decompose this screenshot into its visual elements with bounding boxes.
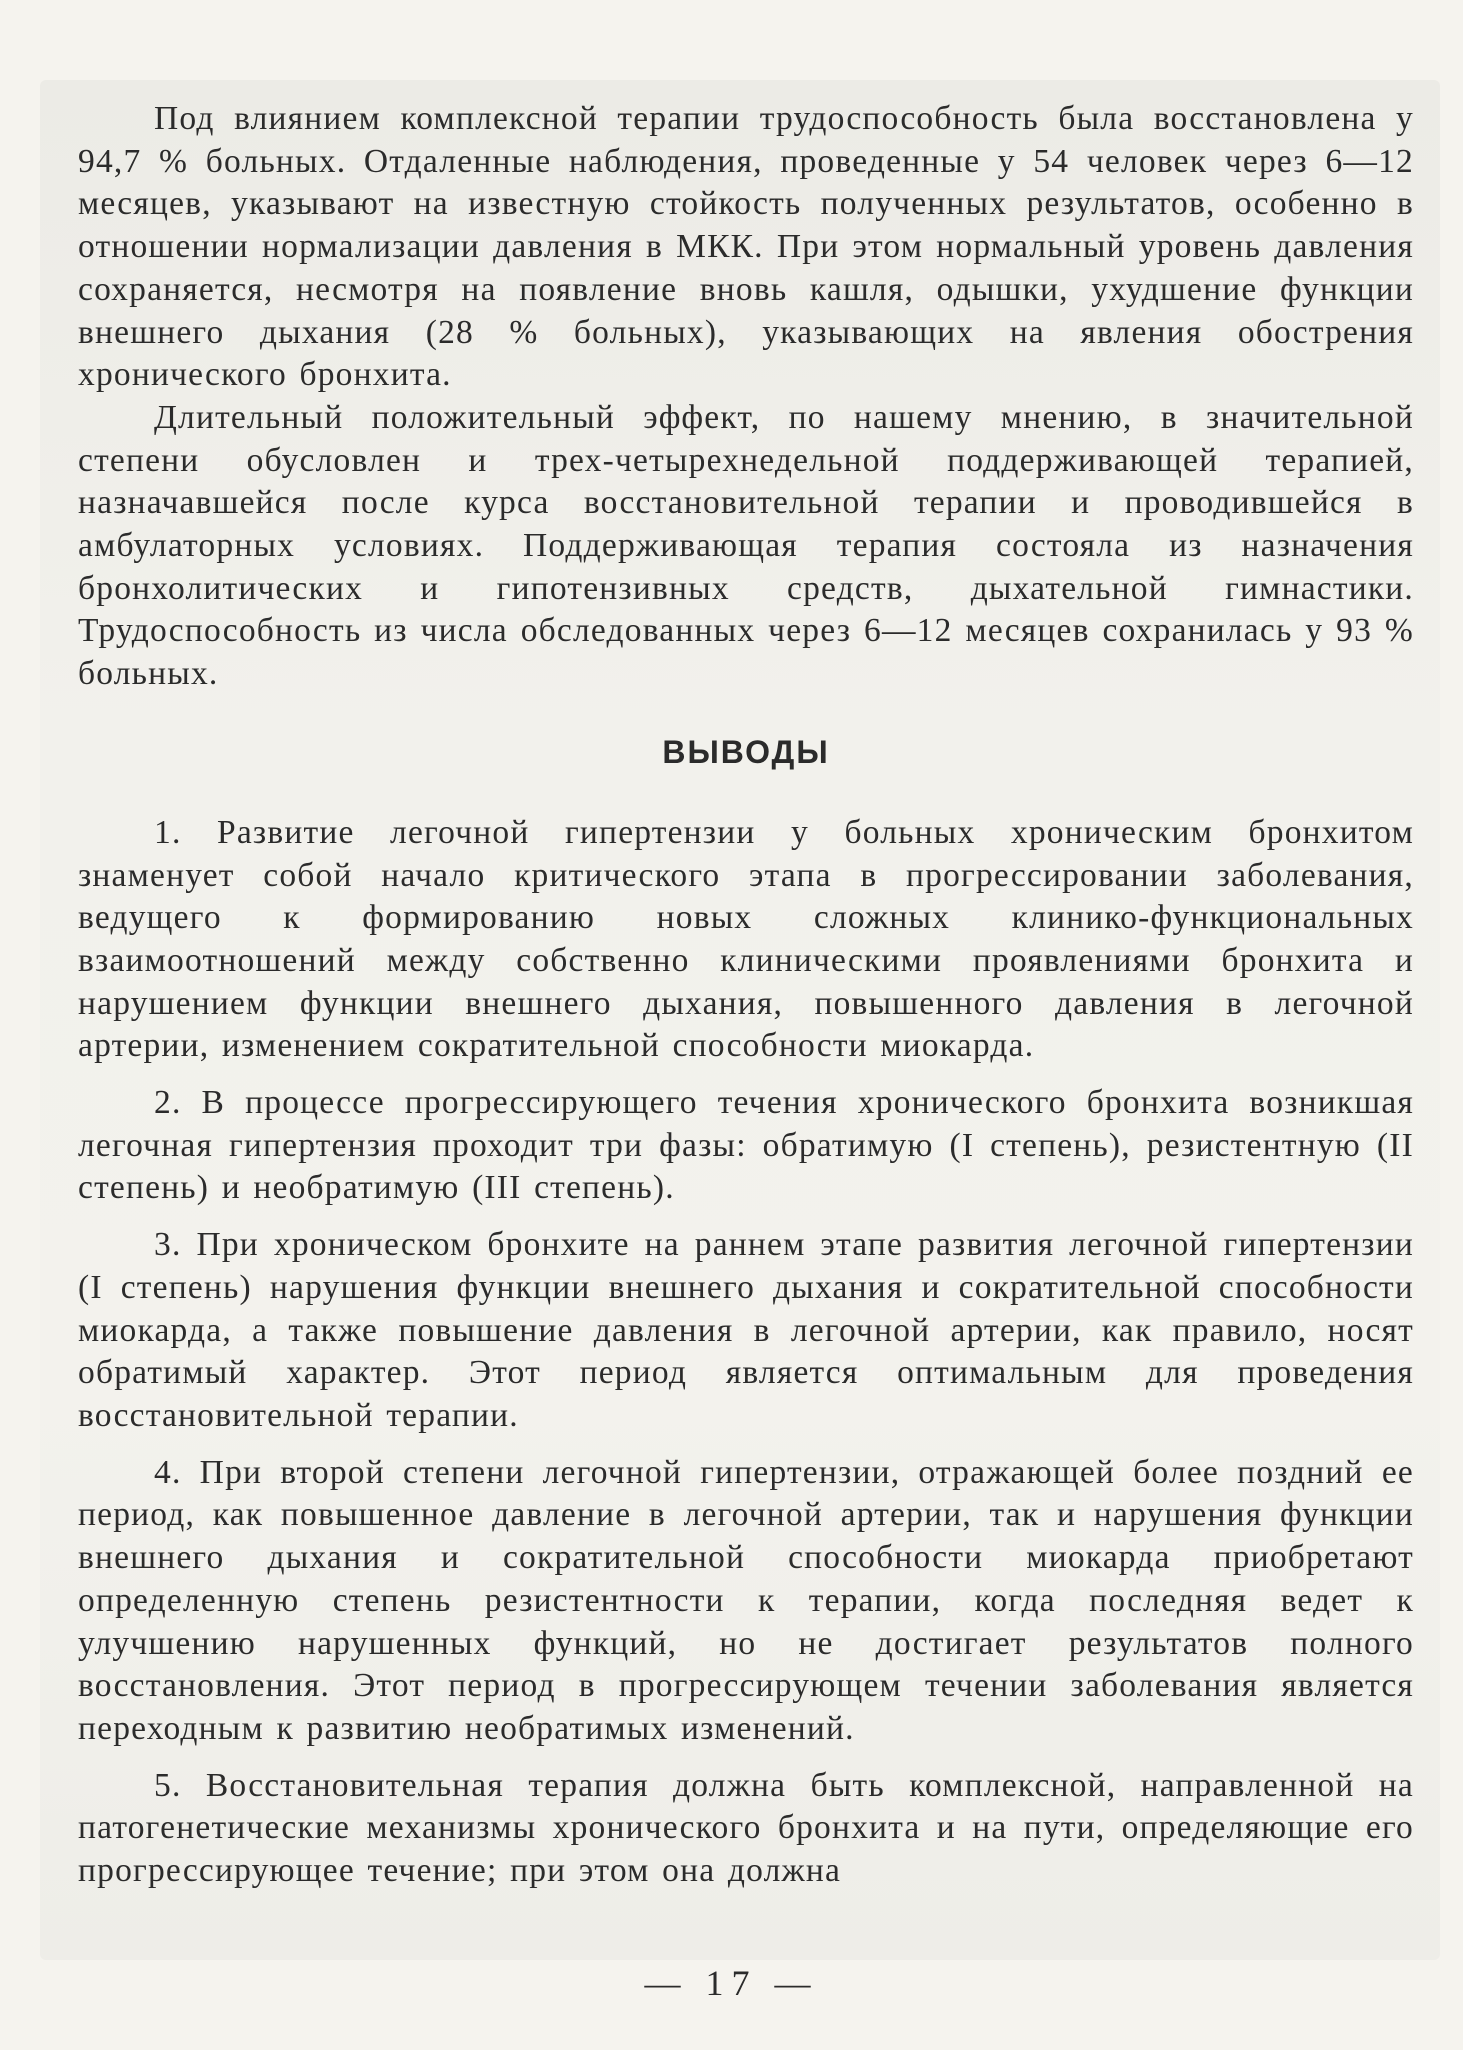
conclusion-item-2: 2. В процессе прогрессирующего течения хронического бронхита возникшая легочная гипертензия проходит три фазы: обратимую (I степень), резистентную (II степень) и необратимую (III степень). <box>78 1084 1414 1207</box>
conclusion-item-1: 1. Развитие легочной гипертензии у больных хроническим бронхитом знаменует собой начало критического этапа в прогрессировании заболевания, ведущего к формированию новых сложных клинико-функциональных взаимоотношений между собственно клиническими проявлениями бронхита и нарушением функции внешнего дыхания, повышенного давления в легочной артерии, изменением сократительной способности миокарда. <box>78 813 1414 1065</box>
conclusions-heading: ВЫВОДЫ <box>662 733 830 770</box>
body-paragraph-2: Длительный положительный эффект, по нашему мнению, в значительной степени обусловлен и трех-четырехнедельной поддерживающей терапией, назначавшейся после курса восстановительной терапии и проводившейся в амбулаторных условиях. Поддерживающая терапия состояла из назначения бронхолитических и гипотензивных средств, дыхательной гимнастики. Трудоспособность из числа обследованных через 6—12 месяцев сохранилась у 93 % больных. <box>78 398 1414 693</box>
conclusion-item-4: 4. При второй степени легочной гипертензии, отражающей более поздний ее период, как повышенное давление в легочной артерии, так и нарушения функции внешнего дыхания и сократительной способности миокарда приобретают определенную степень резистентности к терапии, когда последняя ведет к улучшению нарушенных функций, но не достигает результатов полного восстановления. Этот период в прогрессирующем течении заболевания является переходным к развитию необратимых изменений. <box>78 1453 1414 1747</box>
page-text <box>78 98 1414 1907</box>
body-paragraph-1: Под влиянием комплексной терапии трудоспособность была восстановлена у 94,7 % больных. Отдаленные наблюдения, проведенные у 54 человек через 6—12 месяцев, указывают на известную стойкость полученных результатов, особенно в отношении нормализации давления в МКК. При этом нормальный уровень давления сохраняется, несмотря на появление вновь кашля, одышки, ухудшение функции внешнего дыхания (28 % больных), указывающих на явления обострения хронического бронхита. <box>78 100 1414 394</box>
conclusion-item-5: 5. Восстановительная терапия должна быть комплексной, направленной на патогенетические механизмы хронического бронхита и на пути, определяющие его прогрессирующее течение; при этом она должна <box>78 1766 1414 1890</box>
conclusion-item-3: 3. При хроническом бронхите на раннем этапе развития легочной гипертензии (I степень) нарушения функции внешнего дыхания и сократительной способности миокарда, а также повышение давления в легочной артерии, как правило, носят обратимый характер. Этот период является оптимальным для проведения восстановительной терапии. <box>78 1226 1414 1434</box>
page-number: — 17 — <box>644 1963 819 2003</box>
